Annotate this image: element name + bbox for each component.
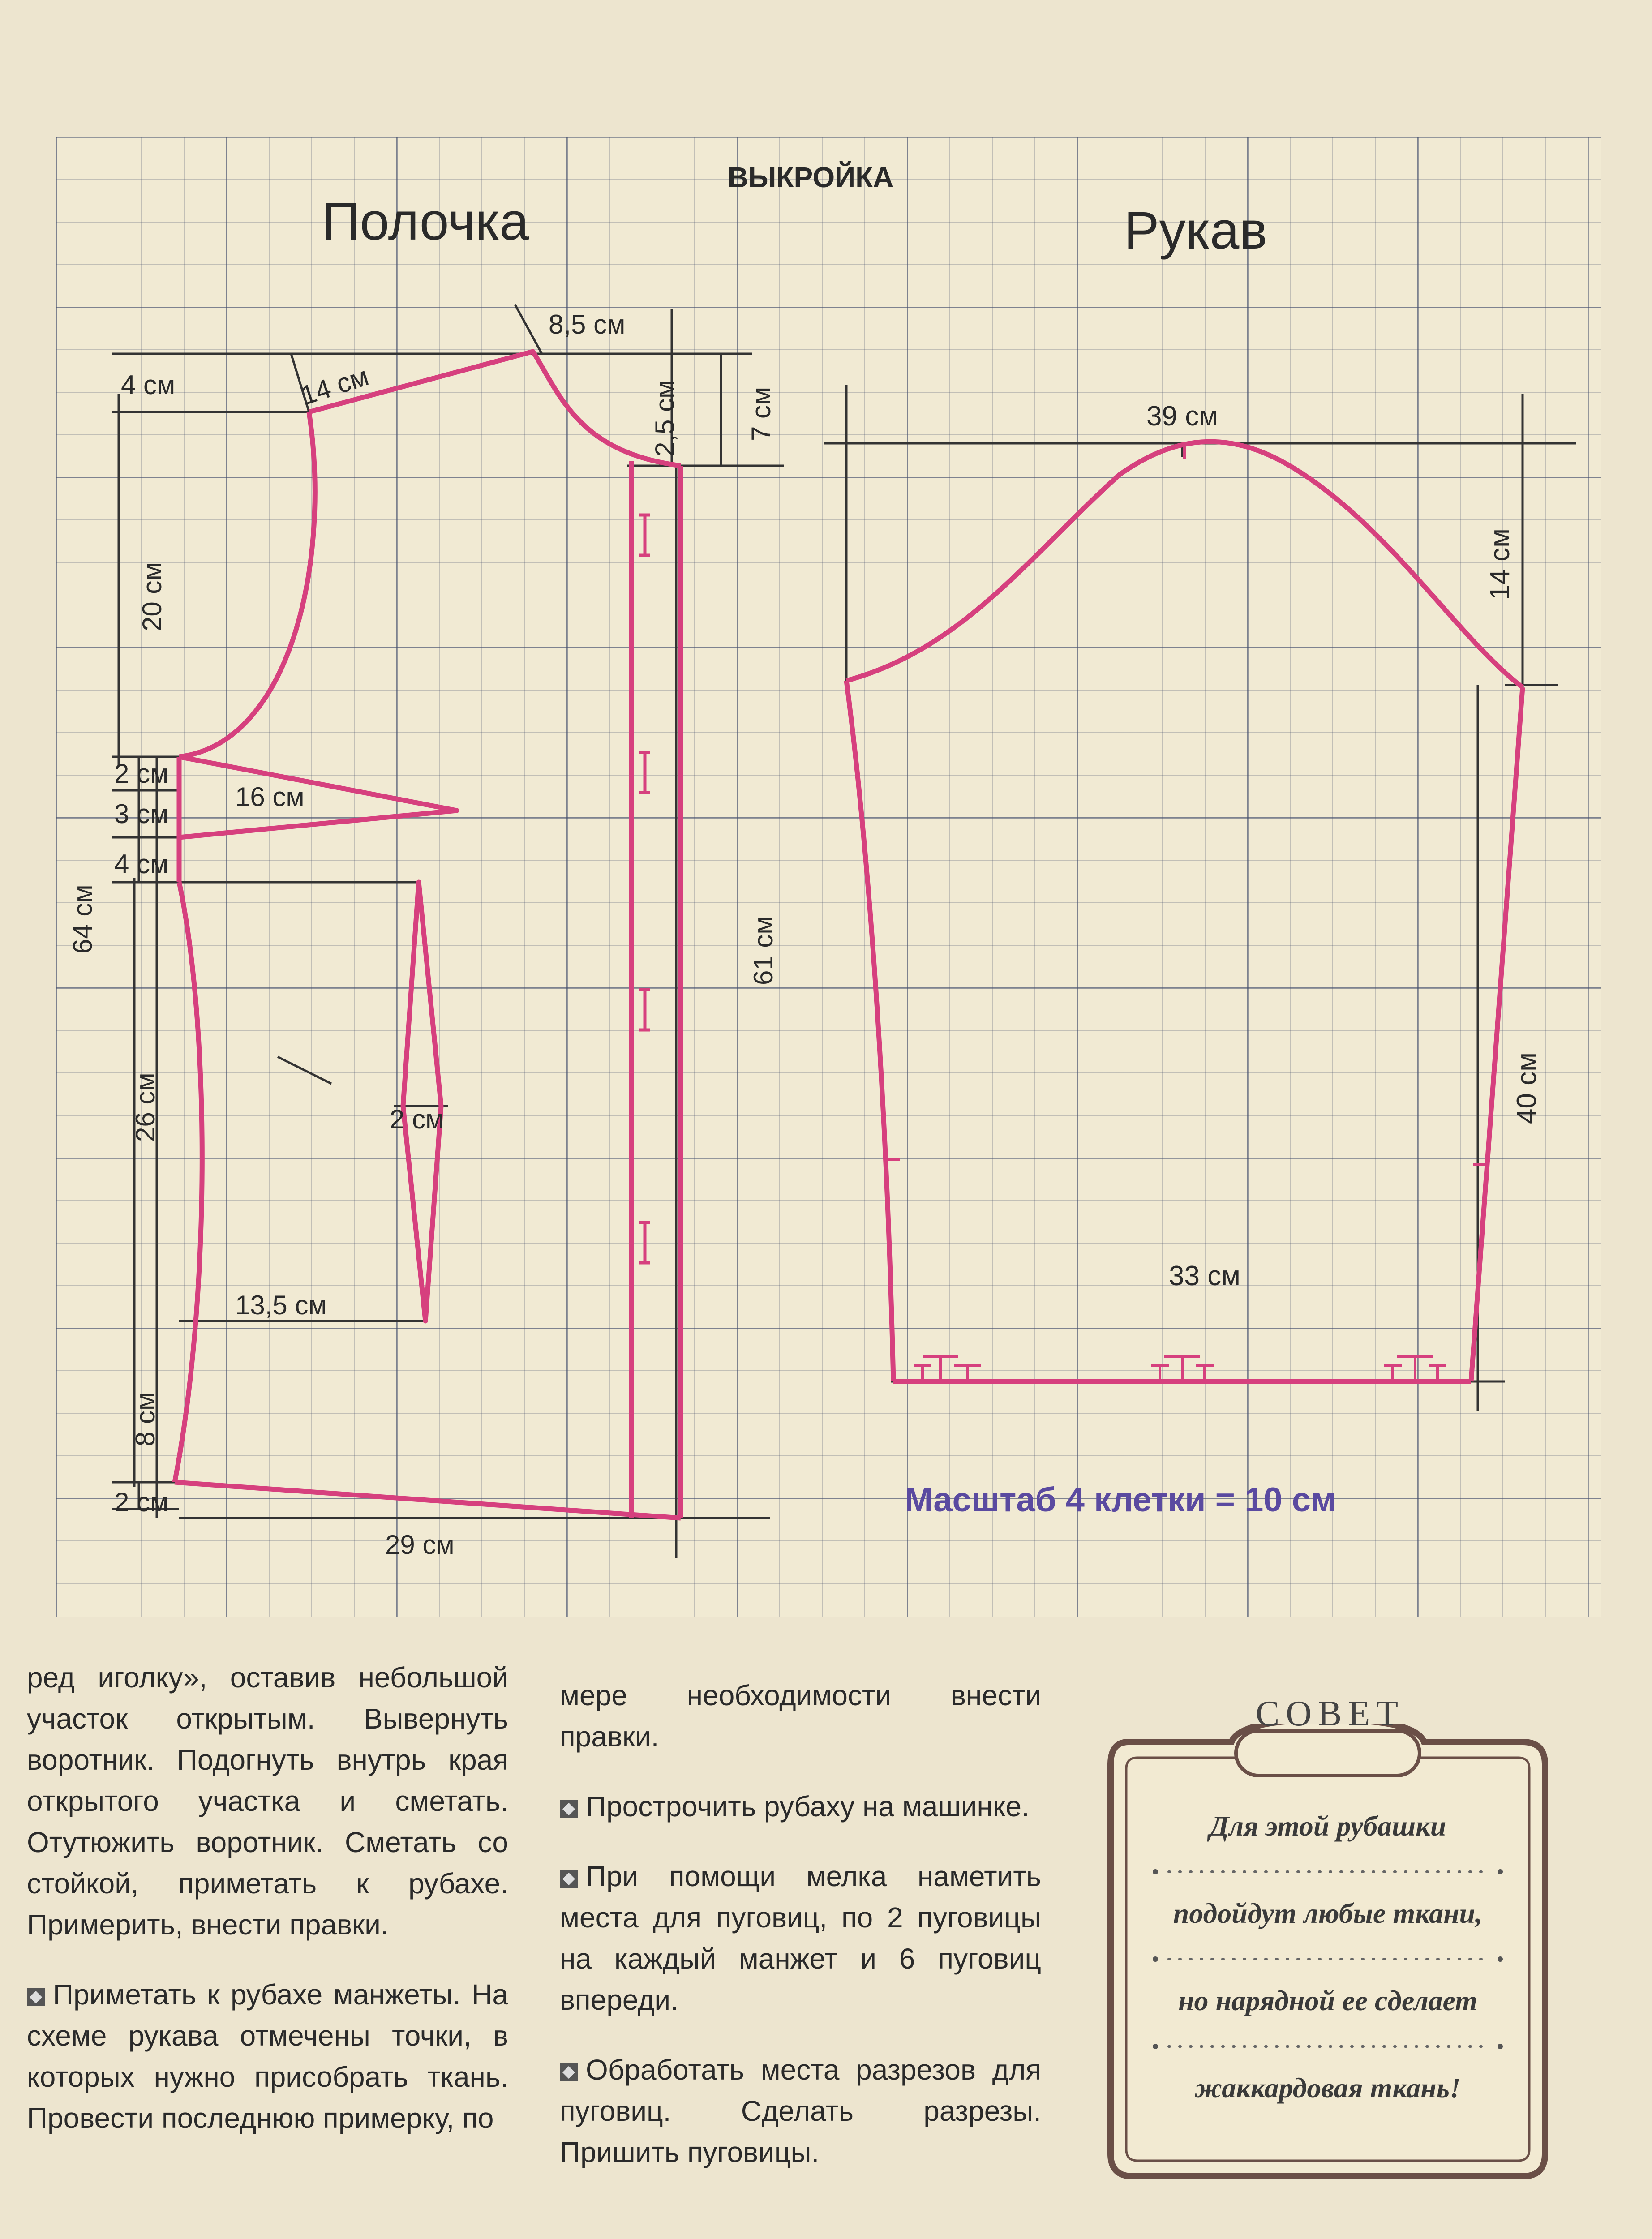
label-center-length: 61 см <box>748 916 778 985</box>
paragraph-text: Прострочить рубаху на машинке. <box>586 1790 1030 1823</box>
label-dart-width: 3 см <box>114 799 169 829</box>
label-hem-side: 8 см <box>130 1392 160 1446</box>
gather-marks <box>884 443 1489 1381</box>
label-cap-height: 14 см <box>1485 528 1515 600</box>
label-cap-width: 39 см <box>1146 401 1218 432</box>
label-hem-width: 29 см <box>385 1530 455 1560</box>
label-dart-below: 4 см <box>114 849 169 879</box>
paragraph-text: При помощи мелка наметить места для пуговиц, по 2 пуговицы на каждый манжет и 6 пуговиц впереди. <box>560 1860 1041 2016</box>
front-title: Полочка <box>322 192 529 251</box>
text-column-2 <box>560 1675 1041 2201</box>
text-column-1 <box>27 1657 508 2167</box>
label-neck-depth: 2,5 см <box>650 380 680 457</box>
advice-line: жаккардовая ткань! <box>1195 2072 1461 2104</box>
advice-title: СОВЕТ <box>1255 1694 1405 1733</box>
label-shoulder: 14 см <box>297 360 373 411</box>
button-marks <box>639 515 650 1263</box>
paragraph-bulleted <box>560 2049 1041 2173</box>
advice-line: Для этой рубашки <box>1209 1810 1446 1842</box>
paragraph-bulleted <box>27 1974 508 2139</box>
paragraph-bulleted <box>560 1856 1041 2020</box>
label-top-offset: 7 см <box>746 386 776 441</box>
label-dart-top: 2 см <box>114 759 169 789</box>
scale-label: Масштаб 4 клетки = 10 см <box>905 1481 1336 1519</box>
square-bullet-icon <box>560 1870 578 1888</box>
advice-line: но нарядной ее сделает <box>1178 1985 1478 2016</box>
label-side: 26 см <box>130 1072 160 1142</box>
front-outline <box>175 352 681 1518</box>
label-cuff-width: 33 см <box>1169 1261 1240 1291</box>
label-dart-length: 16 см <box>235 782 305 812</box>
label-front-length: 64 см <box>68 884 98 954</box>
sleeve-title: Рукав <box>1124 201 1268 260</box>
paragraph: мере необходимости внести правки. <box>560 1679 1041 1753</box>
square-bullet-icon <box>560 2063 578 2081</box>
label-armhole: 20 см <box>137 562 167 631</box>
square-bullet-icon <box>27 1988 45 2006</box>
paragraph-bulleted <box>560 1786 1041 1827</box>
label-sleeve-length: 40 см <box>1511 1052 1542 1124</box>
section-heading: ВЫКРОЙКА <box>727 161 894 193</box>
sleeve-outline <box>846 442 1523 1381</box>
sleeve-dimension-lines <box>824 385 1576 1411</box>
label-shoulder-drop: 4 см <box>121 370 176 400</box>
label-hem-drop: 2 см <box>114 1487 169 1517</box>
advice-line: подойдут любые ткани, <box>1173 1897 1483 1929</box>
label-waist-dart: 2 см <box>390 1104 444 1134</box>
label-neck-width: 8,5 см <box>549 309 626 339</box>
paragraph-text: Обработать места разрезов для пуговиц. Сделать разрезы. Пришить пуговицы. <box>560 2054 1041 2168</box>
paragraph-text: Приметать к рубахе манжеты. На схеме рукава отмечены точки, в которых нужно присобрать ткань. Провести последнюю примерку, по <box>27 1978 508 2134</box>
advice-text <box>1129 1782 1527 2132</box>
label-waist-width: 13,5 см <box>235 1290 327 1320</box>
paragraph: ред иголку», оставив небольшой участок открытым. Вывернуть воротник. Подогнуть внутрь края открытого участка и сметать. Отутюжить воротник. Сметать со стойкой, приметать к рубахе. Примерить, внести правки. <box>27 1661 508 1941</box>
square-bullet-icon <box>560 1800 578 1818</box>
